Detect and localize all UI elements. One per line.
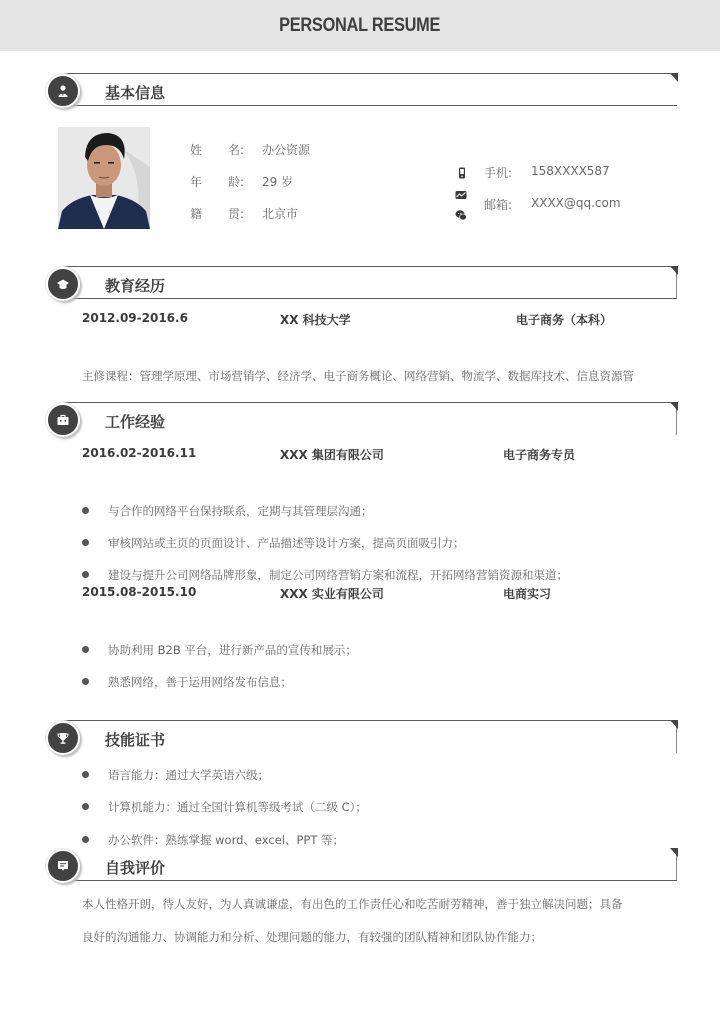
graduation-cap-icon xyxy=(46,267,80,301)
corner-fold xyxy=(670,266,678,275)
corner-fold xyxy=(670,73,678,82)
comment-icon xyxy=(46,849,80,883)
bullet-icon xyxy=(82,771,89,778)
contact-phone xyxy=(484,164,610,181)
mail-icon xyxy=(455,186,467,198)
duty-text: 建设与提升公司网络品牌形象，制定公司网络营销方案和流程，开拓网络营销资源和渠道； xyxy=(108,568,568,582)
corner-fold xyxy=(670,720,678,729)
skill-text: 语言能力：通过大学英语六级； xyxy=(108,768,269,782)
trophy-icon xyxy=(46,721,80,755)
section-header-self-evaluation xyxy=(46,848,678,888)
field-value: 29 岁 xyxy=(262,175,294,189)
bullet-icon xyxy=(82,539,89,546)
section-header-basic-info xyxy=(46,73,678,113)
bullet-icon xyxy=(82,836,89,843)
job-entry-2 xyxy=(82,585,682,601)
contact-label: 邮箱: xyxy=(484,198,513,212)
education-period: 2012.09-2016.6 xyxy=(82,311,188,325)
section-header-work xyxy=(46,402,678,442)
duty-text: 协助利用 B2B 平台，进行新产品的宣传和展示； xyxy=(108,643,357,657)
contact-value: XXXX@qq.com xyxy=(531,196,621,210)
skill-text: 计算机能力：通过全国计算机等级考试（二级 C）； xyxy=(108,800,367,814)
education-entry xyxy=(82,311,682,327)
duty-text: 熟悉网络，善于运用网络发布信息； xyxy=(108,675,292,689)
field-value: 办公资源 xyxy=(262,143,311,157)
contact-value: 158XXXX587 xyxy=(531,164,610,178)
duty-text: 审核网站或主页的页面设计、产品描述等设计方案，提高页面吸引力； xyxy=(108,536,465,550)
field-label: 籍 xyxy=(190,207,203,221)
education-major: 电子商务（本科） xyxy=(516,313,613,327)
job-position: 电子商务专员 xyxy=(503,448,576,462)
field-label: 名: xyxy=(228,143,245,157)
courses-line: 主修课程：管理学原理、市场营销学、经济学、电子商务概论、网络营销、物流学、数据库技术、信息资源管 xyxy=(82,369,634,383)
section-title-skills: 技能证书 xyxy=(105,731,166,749)
bullet-icon xyxy=(82,571,89,578)
bullet-icon xyxy=(82,803,89,810)
briefcase-icon xyxy=(46,403,80,437)
self-evaluation-line: 本人性格开朗，待人友好，为人真诚谦虚，有出色的工作责任心和吃苦耐劳精神，善于独立解决问题；具备 xyxy=(82,897,623,911)
job-company: XXX 实业有限公司 xyxy=(280,587,384,601)
top-banner xyxy=(0,0,720,51)
bullet-icon xyxy=(82,646,89,653)
duty-text: 与合作的网络平台保持联系，定期与其管理层沟通； xyxy=(108,504,373,518)
skill-text: 办公软件：熟练掌握 word、excel、PPT 等； xyxy=(108,833,345,847)
resume-title: PERSONAL RESUME xyxy=(279,14,441,36)
field-label: 年 xyxy=(190,175,203,189)
wechat-icon xyxy=(455,206,467,218)
corner-fold xyxy=(670,402,678,411)
bullet-icon xyxy=(82,678,89,685)
field-label: 姓 xyxy=(190,143,203,157)
phone-icon xyxy=(456,164,468,176)
education-school: XX 科技大学 xyxy=(280,313,351,327)
contact-email xyxy=(484,196,621,213)
job-position: 电商实习 xyxy=(503,587,552,601)
user-icon xyxy=(46,74,80,108)
profile-photo xyxy=(58,127,150,229)
corner-fold xyxy=(670,848,678,857)
section-header-skills xyxy=(46,720,678,760)
section-title-work: 工作经验 xyxy=(105,413,166,431)
job-period: 2016.02-2016.11 xyxy=(82,446,197,460)
section-title-basic-info: 基本信息 xyxy=(105,84,166,102)
section-header-education xyxy=(46,266,678,306)
self-evaluation-line: 良好的沟通能力、协调能力和分析、处理问题的能力，有较强的团队精神和团队协作能力； xyxy=(82,930,542,944)
contact-label: 手机: xyxy=(484,166,513,180)
section-title-education: 教育经历 xyxy=(105,277,166,295)
bullet-icon xyxy=(82,507,89,514)
field-value: 北京市 xyxy=(262,207,299,221)
job-entry-1 xyxy=(82,446,682,462)
field-label: 贯: xyxy=(228,207,245,221)
job-period: 2015.08-2015.10 xyxy=(82,585,197,599)
field-label: 龄: xyxy=(228,175,245,189)
section-title-self-evaluation: 自我评价 xyxy=(105,859,166,877)
job-company: XXX 集团有限公司 xyxy=(280,448,384,462)
